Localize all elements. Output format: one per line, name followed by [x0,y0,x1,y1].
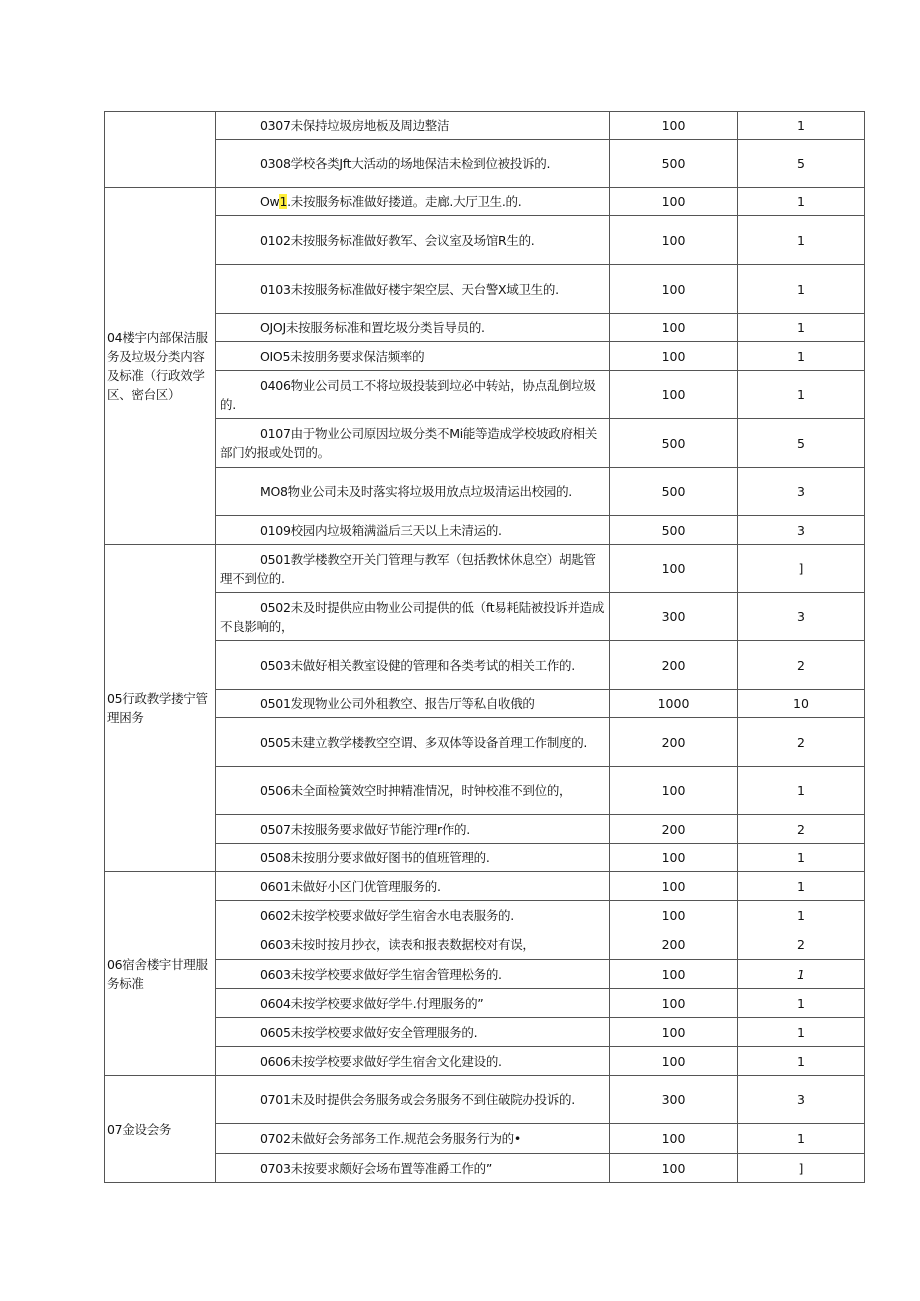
item-cell [216,188,610,216]
amount-cell: 100 [610,112,738,140]
amount-cell: 500 [610,516,738,545]
amount-cell [610,901,738,960]
amount-cell: 100 [610,1124,738,1154]
item-cell: 0505未建立教学楼教空空谓、多双体等设备首理工作制度的. [216,718,610,767]
table-row [105,1124,865,1154]
amount-cell: 100 [610,1154,738,1183]
table-row [105,815,865,844]
points-cell: 1 [738,767,865,815]
table-row [105,342,865,371]
points-cell: 1 [738,960,865,989]
points-cell [738,901,865,960]
item-cell: 0109校园内垃圾箱满溢后三天以上未清运的. [216,516,610,545]
points-cell: 3 [738,468,865,516]
item-cell: OIO5未按朋务要求保洁频率的 [216,342,610,371]
item-cell: 0702未做好会务部务工作.规范会务服务行为的• [216,1124,610,1154]
amount-cell: 100 [610,545,738,593]
item-cell: 0406物业公司员工不将垃圾投装到垃必中转站，协点乱倒垃圾的. [216,371,610,419]
points-cell: 3 [738,593,865,641]
highlighted-text: 1 [279,194,288,209]
points-cell: 1 [738,265,865,314]
table-row [105,188,865,216]
amount-cell: 500 [610,419,738,468]
amount-cell: 100 [610,342,738,371]
table-row [105,844,865,872]
amount-cell: 100 [610,371,738,419]
table-row [105,265,865,314]
table-row [105,1154,865,1183]
item-cell: 0307未保持垃圾房地板及周边整洁 [216,112,610,140]
item-cell: 0703未按要求颇好会场布置等准爵工作的” [216,1154,610,1183]
item-cell: 0508未按朋分要求做好图书的值班管理的. [216,844,610,872]
amount-cell: 200 [610,815,738,844]
item-cell: 0103未按服务标准做好楼宇架空层、天台警X域卫生的. [216,265,610,314]
table-row [105,989,865,1018]
item-cell: 0502未及时提供应由物业公司提供的低（ft易耗陆被投诉并造成不良影响的， [216,593,610,641]
category-cell [105,112,216,188]
item-cell: MO8物业公司未及时落实将垃圾用放点垃圾清运出校园的. [216,468,610,516]
amount-cell: 1000 [610,690,738,718]
table-row [105,901,865,960]
table-row [105,767,865,815]
penalty-table [104,111,865,1183]
points-cell: 5 [738,140,865,188]
category-cell: 05行政教学搂宁管理困务 [105,545,216,872]
points-cell: 3 [738,516,865,545]
amount-cell: 200 [610,718,738,767]
amount-cell: 200 [610,641,738,690]
table-row [105,140,865,188]
amount-cell: 100 [610,1047,738,1076]
points-cell: 2 [738,641,865,690]
table-row [105,960,865,989]
table-row [105,641,865,690]
points-cell: 1 [738,1018,865,1047]
amount-cell: 500 [610,468,738,516]
item-prefix: Ow [260,194,280,209]
amount-cell: 100 [610,1018,738,1047]
amount-cell: 300 [610,593,738,641]
item-cell: 0601未做好小区门优管理服务的. [216,872,610,901]
amount-cell: 100 [610,188,738,216]
table-row [105,419,865,468]
table-row [105,718,865,767]
table-row [105,872,865,901]
item-cell: 0603未按学校要求做好学生宿舍管理松务的. [216,960,610,989]
points-cell: 1 [738,216,865,265]
amount-cell: 100 [610,216,738,265]
points-cell: 1 [738,342,865,371]
amount-cell: 100 [610,844,738,872]
table-row [105,1047,865,1076]
table-row [105,690,865,718]
points-cell: 1 [738,989,865,1018]
points-line: 2 [797,937,805,952]
item-cell: 0701未及时提供会务服务或会务服务不到住破院办投诉的. [216,1076,610,1124]
points-cell: 5 [738,419,865,468]
item-cell: 0501教学楼教空开关门管理与教军（包括教怵休息空）胡匙管理不到位的. [216,545,610,593]
points-cell: ] [738,545,865,593]
points-cell: 1 [738,1047,865,1076]
item-cell: 0503未做好相关教室设健的管理和各类考试的相关工作的. [216,641,610,690]
table-row [105,216,865,265]
item-cell: 0604未按学校要求做好学牛.付理服务的” [216,989,610,1018]
item-cell: 0606未按学校要求做好学生宿舍文化建设的. [216,1047,610,1076]
amount-cell: 300 [610,1076,738,1124]
points-cell: 1 [738,872,865,901]
table-row [105,545,865,593]
item-line: 0603未按时按月抄衣，读表和报表数据校对有误， [260,937,535,952]
table-row [105,314,865,342]
points-cell: 3 [738,1076,865,1124]
amount-cell: 100 [610,989,738,1018]
item-cell: 0107由于物业公司原因垃圾分类不Mi能等造成学校坡政府相关部门妁报或处罚的。 [216,419,610,468]
item-cell: OJOJ未按服务标准和置圪圾分类旨导员的. [216,314,610,342]
points-cell: 1 [738,1124,865,1154]
table-row [105,516,865,545]
points-cell: 1 [738,188,865,216]
table-row [105,593,865,641]
category-cell: 06宿舍楼宇甘理服务标准 [105,872,216,1076]
points-cell: 1 [738,844,865,872]
item-cell: 0506未全面检簧效空时抻精准情况，时钟校准不到位的， [216,767,610,815]
table-row [105,112,865,140]
category-cell: 04楼宇内部保洁服务及垃圾分类内容及标准（行政效学区、密台区） [105,188,216,545]
amount-cell: 100 [610,872,738,901]
item-cell [216,901,610,960]
category-cell: 07金设会务 [105,1076,216,1183]
table-row [105,1018,865,1047]
amount-line: 100 [661,908,686,923]
points-cell: 1 [738,112,865,140]
amount-cell: 100 [610,767,738,815]
table-row [105,468,865,516]
amount-cell: 100 [610,314,738,342]
item-cell: 0501发现物业公司外租教空、报告厅等私自收俄的 [216,690,610,718]
points-cell: 2 [738,815,865,844]
item-cell: 0102未按服务标准做好教军、会议室及场馆R生的. [216,216,610,265]
points-cell: 2 [738,718,865,767]
points-cell: 1 [738,314,865,342]
item-cell: 0507未按服务要求做好节能泞理r作的. [216,815,610,844]
item-line: 0602未按学校要求做好学生宿舍水电表服务的. [260,908,514,923]
points-cell: 10 [738,690,865,718]
amount-line: 200 [661,937,686,952]
points-cell: ] [738,1154,865,1183]
table-row [105,371,865,419]
item-cell: 0605未按学校要求做好安全管理服务的. [216,1018,610,1047]
amount-cell: 500 [610,140,738,188]
points-line: 1 [797,908,805,923]
item-suffix: .未按服务标准做好搂道。走廊.大厅卫生.的. [287,194,522,209]
points-cell: 1 [738,371,865,419]
amount-cell: 100 [610,960,738,989]
table-row [105,1076,865,1124]
item-cell: 0308学校各类Jft大活动的场地保洁未检到位被投诉的. [216,140,610,188]
amount-cell: 100 [610,265,738,314]
